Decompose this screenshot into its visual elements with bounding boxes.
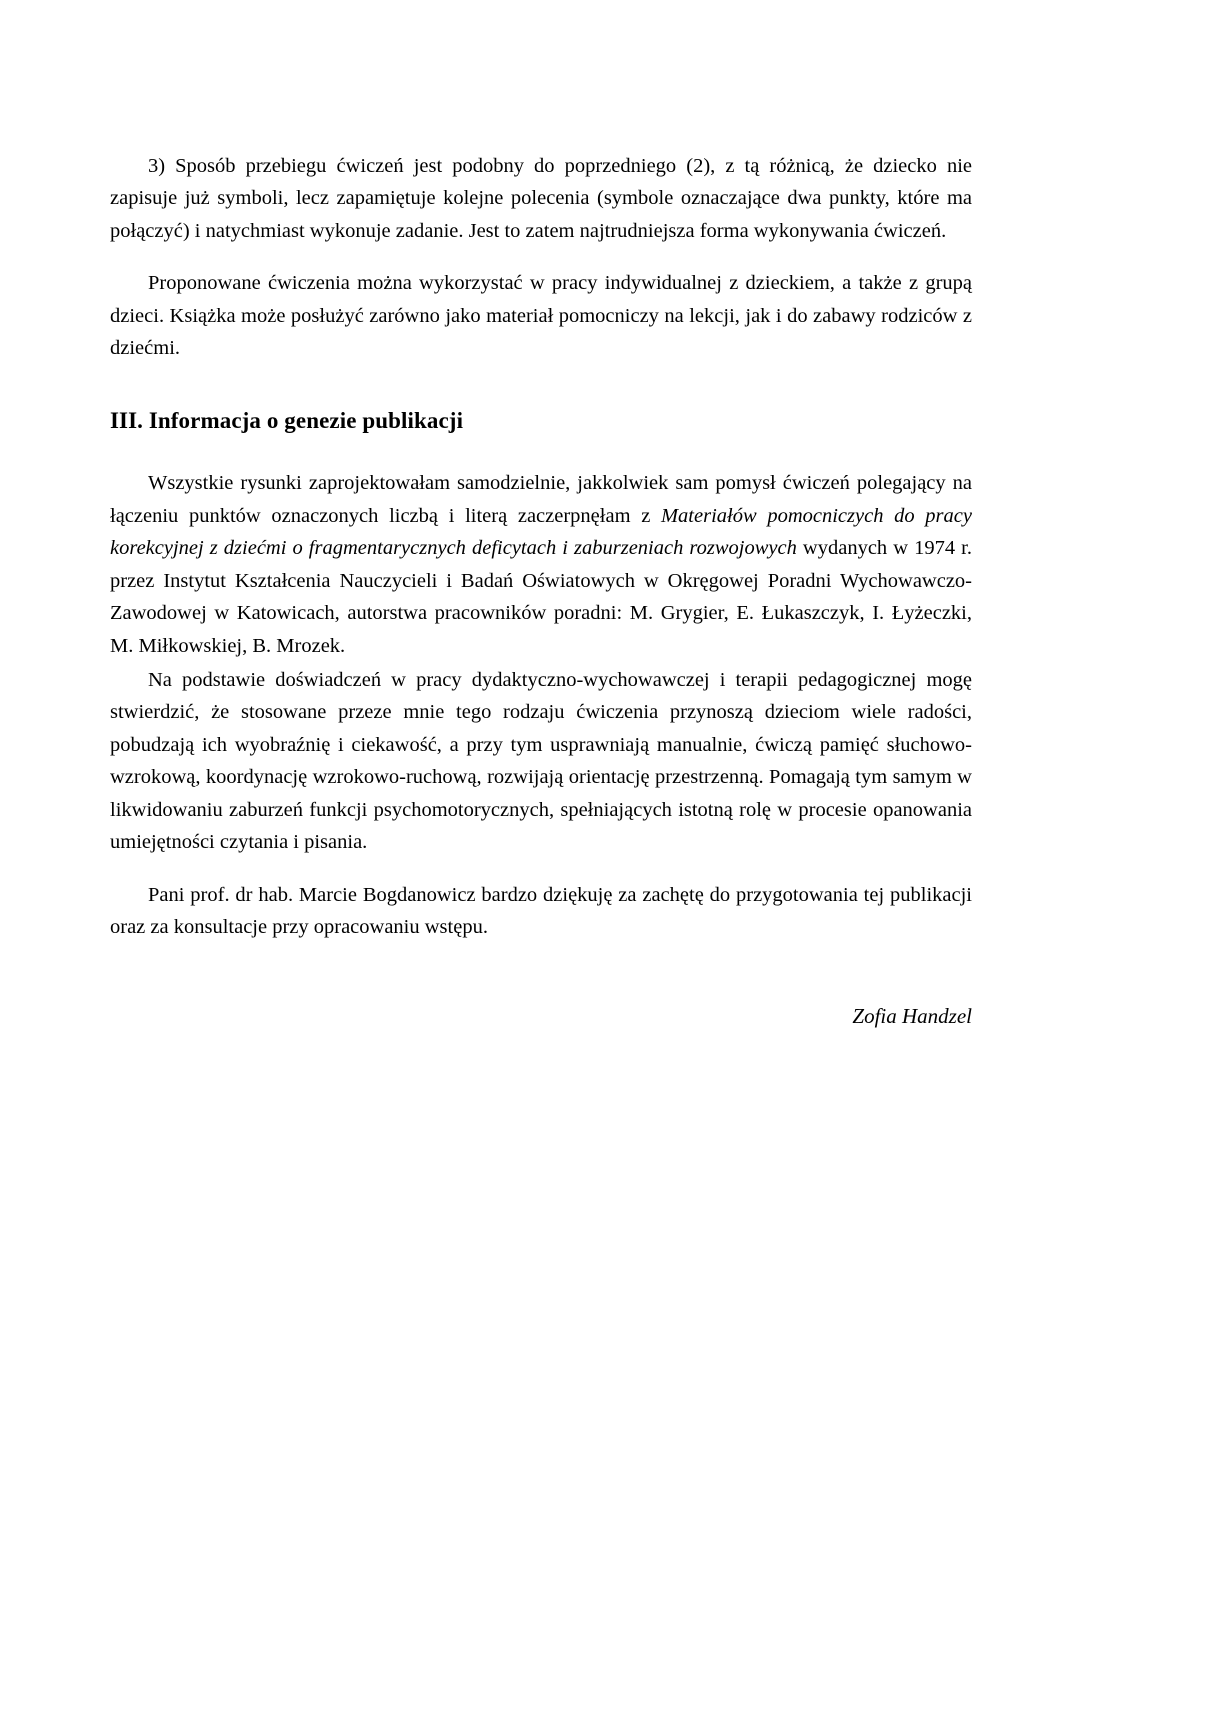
paragraph-experience-conclusions: Na podstawie doświadczeń w pracy dydaktyczno-wychowawczej i terapii pedagogicznej mogę stwierdzić, że stosowane przeze mnie tego rodzaju ćwiczenia przynoszą dzieciom wiele radości, pobudzają ich wyobraźnię i ciekawość, a przy tym usprawniają manualnie, ćwiczą pamięć słuchowo-wzrokową, koordynację wzrokowo-ruchową, rozwijają orientację przestrzenną. Pomagają tym samym w likwidowaniu zaburzeń funkcji psychomotorycznych, spełniających istotną rolę w procesie opanowania umiejętności czytania i pisania. bbox=[110, 669, 972, 854]
paragraph-acknowledgements: Pani prof. dr hab. Marcie Bogdanowicz bardzo dziękuję za zachętę do przygotowania tej publikacji oraz za konsultacje przy opracowaniu wstępu. bbox=[110, 883, 972, 939]
origin-text-before-title: Wszystkie rysunki zaprojektowałam samodzielnie, jakkolwiek sam pomysł ćwiczeń polegający na łączeniu punktów oznaczonych liczbą i literą zaczerpnęłam z bbox=[110, 472, 972, 527]
section-heading-publication-origin: III. Informacja o genezie publikacji bbox=[110, 407, 464, 433]
cited-work-title: Materiałów pomocniczych do pracy korekcyjnej z dziećmi o fragmentarycznych deficytach i zaburzeniach rozwojowych bbox=[110, 504, 972, 560]
paragraph-usage-suggestions: Proponowane ćwiczenia można wykorzystać w pracy indywidualnej z dzieckiem, a także z grupą dzieci. Książka może posłużyć zarówno jako materiał pomocniczy na lekcji, jak i do zabawy rodziców z dziećmi. bbox=[110, 272, 972, 360]
paragraph-origin-sources bbox=[110, 467, 972, 662]
page-content bbox=[110, 150, 972, 1031]
origin-text-after-title: wydanych w 1974 r. przez Instytut Kształcenia Nauczycieli i Badań Oświatowych w Okręgowej Poradni Wychowawczo-Zawodowej w Katowicach, autorstwa pracowników poradni: M. Grygier, E. Łukaszczyk, I. Łyżeczki, M. Miłkowskiej, B. Mrozek. bbox=[110, 537, 972, 657]
paragraph-exercise-method-3: 3) Sposób przebiegu ćwiczeń jest podobny do poprzedniego (2), z tą różnicą, że dziecko nie zapisuje już symboli, lecz zapamiętuje kolejne polecenia (symbole oznaczające dwa punkty, które ma połączyć) i natychmiast wykonuje zadanie. Jest to zatem najtrudniejsza forma wykonywania ćwiczeń. bbox=[110, 155, 972, 242]
author-signature: Zofia Handzel bbox=[852, 1003, 972, 1028]
